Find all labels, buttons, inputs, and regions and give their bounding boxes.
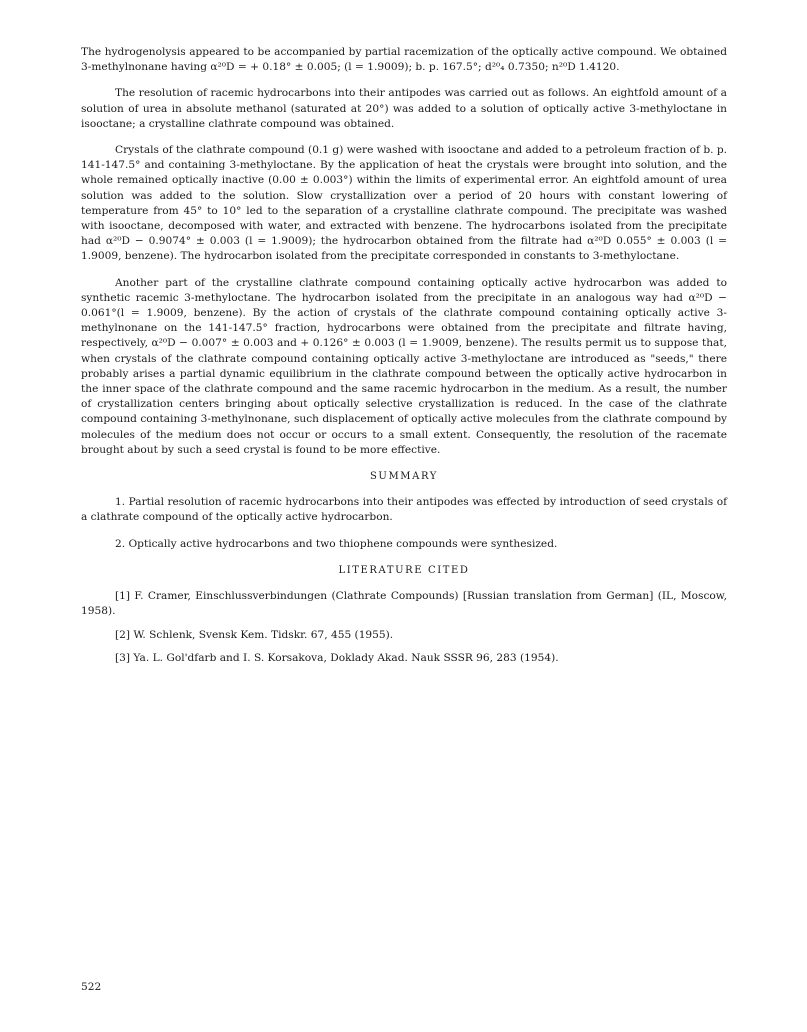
paragraph-seed-crystals: Another part of the crystalline clathrate compound containing optically active hydrocarbon was added to synthetic racemic 3-methyloctane. The hydrocarbon isolated from the precipitate in an analogous way had α²⁰D − 0.061°(l = 1.9009, benzene). By the action of crystals of the clathrate compound containing optically active 3-methylnonane on the 141-147.5° fraction, hydrocarbons were obtained from the precipitate and filtrate having, respectively, α²⁰D − 0.007° ± 0.003 and + 0.126° ± 0.003 (l = 1.9009, benzene). The results permit us to suppose that, when crystals of the clathrate compound containing optically active 3-methyloctane are introduced as "seeds," there probably arises a partial dynamic equilibrium in the clathrate compound between the optically active hydrocarbon in the inner space of the clathrate compound and the same racemic hydrocarbon in the medium. As a result, the number of crystallization centers bringing about optically selective crystallization is reduced. In the case of the clathrate compound containing 3-methylnonane, such displacement of optically active molecules from the clathrate compound by molecules of the medium does not occur or occurs to a small extent. Consequently, the resolution of the racemate brought about by such a seed crystal is found to be more effective. xyxy=(81,276,727,456)
summary-item: 1. Partial resolution of racemic hydrocarbons into their antipodes was effected by introduction of seed crystals of a clathrate compound of the optically active hydrocarbon. xyxy=(81,496,727,524)
reference-item: [2] W. Schlenk, Svensk Kem. Tidskr. 67, 455 (1955). xyxy=(115,628,394,641)
paragraph-hydrogenolysis: The hydrogenolysis appeared to be accompanied by partial racemization of the optically active compound. We obtained 3-methylnonane having α²⁰D = + 0.18° ± 0.005; (l = 1.9009); b. p. 167.5°; d²⁰₄ 0.7350; n²⁰D 1.4120. xyxy=(81,46,727,74)
page-number: 522 xyxy=(81,981,102,993)
reference-item: [3] Ya. L. Gol'dfarb and I. S. Korsakova, Doklady Akad. Nauk SSSR 96, 283 (1954). xyxy=(115,651,559,664)
body-text xyxy=(81,45,727,674)
paragraph-clathrate-crystals: Crystals of the clathrate compound (0.1 g) were washed with isooctane and added to a petroleum fraction of b. p. 141-147.5° and containing 3-methyloctane. By the application of heat the crystals were brought into solution, and the whole remained optically inactive (0.00 ± 0.003°) within the limits of experimental error. An eightfold amount of urea solution was added to the solution. Slow crystallization over a period of 20 hours with constant lowering of temperature from 45° to 10° led to the separation of a crystalline clathrate compound. The precipitate was washed with isooctane, decomposed with water, and extracted with benzene. The hydrocarbons isolated from the precipitate had α²⁰D − 0.9074° ± 0.003 (l = 1.9009); the hydrocarbon obtained from the filtrate had α²⁰D 0.055° ± 0.003 (l = 1.9009, benzene). The hydrocarbon isolated from the precipitate corresponded in constants to 3-methyloctane. xyxy=(81,144,727,263)
summary-item: 2. Optically active hydrocarbons and two thiophene compounds were synthesized. xyxy=(115,537,558,550)
literature-heading: LITERATURE CITED xyxy=(338,564,470,576)
paragraph-resolution-method: The resolution of racemic hydrocarbons into their antipodes was carried out as follows. An eightfold amount of a solution of urea in absolute methanol (saturated at 20°) was added to a solution of optically active 3-methyloctane in isooctane; a crystalline clathrate compound was obtained. xyxy=(81,87,727,130)
summary-heading: SUMMARY xyxy=(369,471,438,483)
reference-item: [1] F. Cramer, Einschlussverbindungen (Clathrate Compounds) [Russian translation from German] (IL, Moscow, 1958). xyxy=(81,590,727,618)
